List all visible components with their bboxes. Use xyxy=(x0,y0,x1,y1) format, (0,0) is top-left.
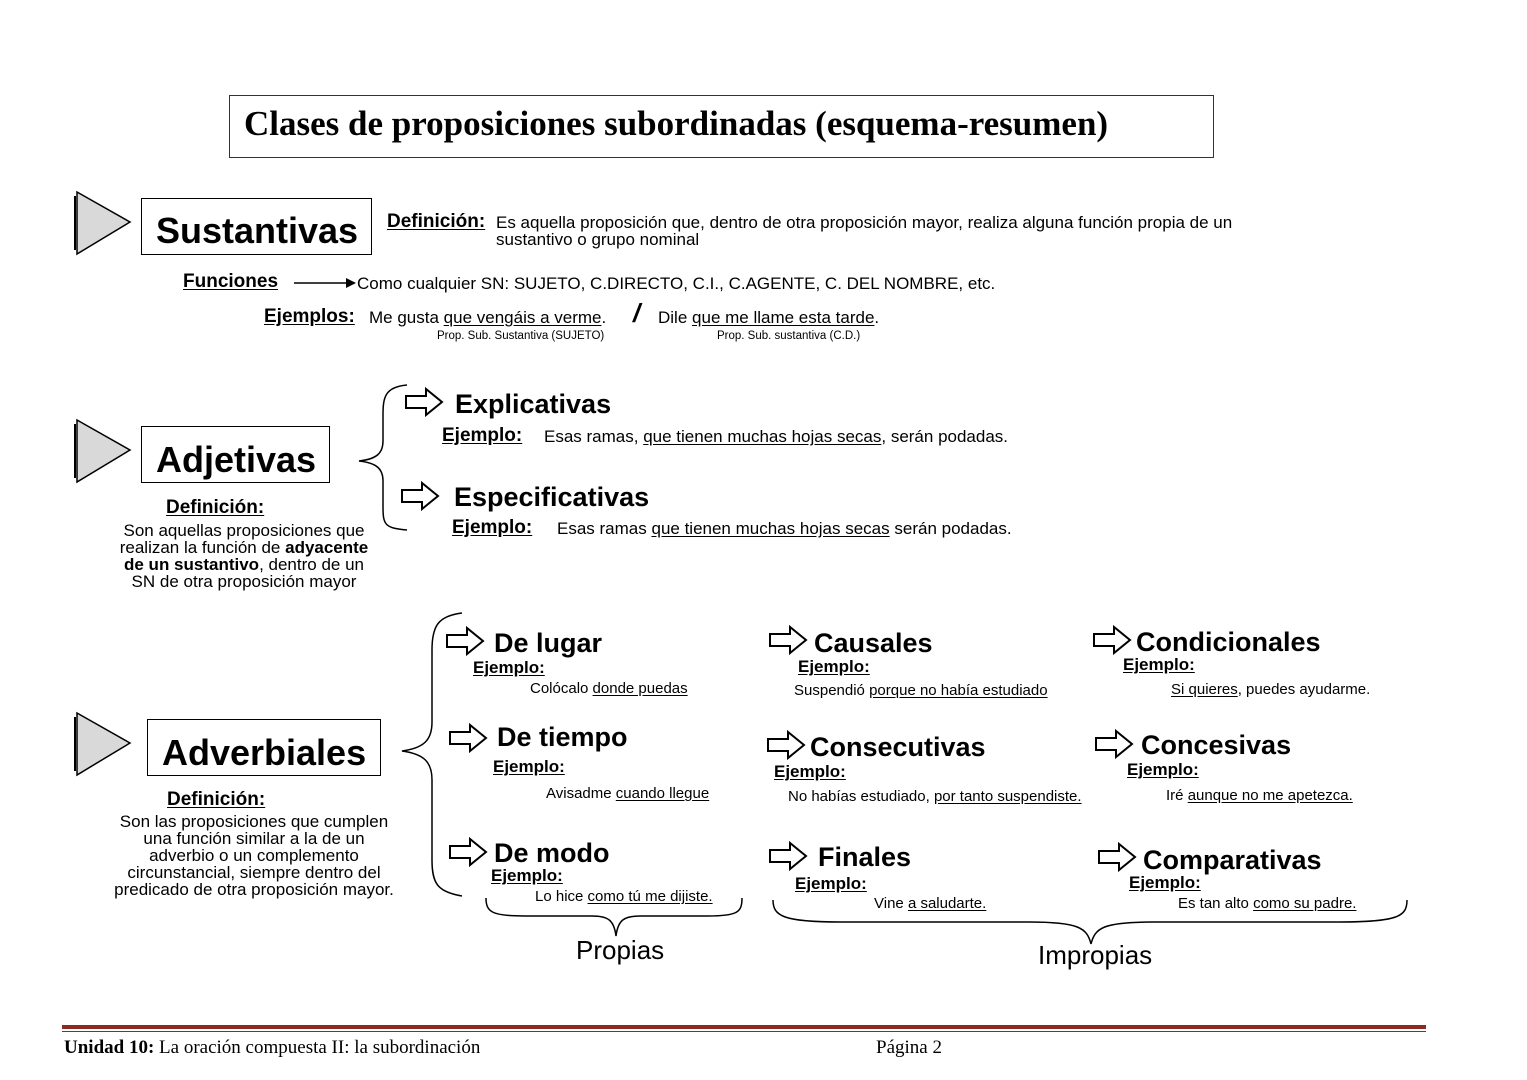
concesivas-title: Concesivas xyxy=(1141,730,1292,760)
sustantivas-example-2 xyxy=(658,308,879,328)
adverbiales-definition xyxy=(94,813,414,898)
sustantivas-example-1 xyxy=(369,308,606,328)
example-text: Suspendió xyxy=(794,682,865,699)
subordinate-clause: cuando llegue xyxy=(615,785,710,802)
consecutivas-arrow-icon xyxy=(766,729,806,761)
example-text: , serán podadas. xyxy=(881,427,1009,446)
especificativas-ejemplo-label: Ejemplo: xyxy=(452,517,533,538)
finales-arrow-icon xyxy=(768,840,808,872)
consecutivas-example xyxy=(788,788,1082,805)
funciones-label: Funciones xyxy=(183,271,279,292)
footer-unit xyxy=(64,1037,480,1059)
footer-rule-thin xyxy=(62,1031,1426,1032)
concesivas-example xyxy=(1166,787,1353,804)
definition-text: realizan la función de xyxy=(119,538,286,557)
subordinate-clause: que tienen muchas hojas secas xyxy=(651,519,890,538)
definition-bold: de un sustantivo xyxy=(124,555,260,574)
example-text: Colócalo xyxy=(530,680,589,697)
comparativas-ejemplo-label: Ejemplo: xyxy=(1129,873,1201,892)
comparativas-arrow-icon xyxy=(1097,841,1137,873)
definition-line: circunstancial, siempre dentro del xyxy=(127,863,381,882)
subordinate-clause: a saludarte. xyxy=(907,895,987,912)
example-text: serán podadas. xyxy=(894,519,1012,538)
lugar-ejemplo-label: Ejemplo: xyxy=(473,658,545,677)
definition-line: SN de otra proposición mayor xyxy=(131,572,357,591)
example-text: Esas ramas, xyxy=(544,427,639,446)
subordinate-clause: por tanto suspendiste. xyxy=(933,788,1082,805)
finales-title: Finales xyxy=(818,842,912,872)
adverbiales-heading: Adverbiales xyxy=(162,732,367,773)
definition-line xyxy=(104,556,384,573)
funciones-arrow-icon xyxy=(292,276,358,290)
sustantivas-def-line2: sustantivo o grupo nominal xyxy=(496,230,700,249)
example-text: Es tan alto xyxy=(1178,895,1249,912)
definition-text: , dentro de un xyxy=(259,555,364,574)
condicionales-title: Condicionales xyxy=(1136,627,1321,657)
funciones-text: Como cualquier SN: SUJETO, C.DIRECTO, C.I., C.AGENTE, C. DEL NOMBRE, etc. xyxy=(357,274,996,293)
subordinate-clause: Si quieres xyxy=(1171,681,1238,698)
example-text: Dile xyxy=(658,308,688,327)
consecutivas-title: Consecutivas xyxy=(810,732,986,762)
causales-title: Causales xyxy=(814,628,933,658)
condicionales-ejemplo-label: Ejemplo: xyxy=(1123,655,1195,674)
example-text: Lo hice xyxy=(535,888,584,905)
adverbiales-def-label: Definición: xyxy=(167,789,266,810)
definition-line: Son las proposiciones que cumplen xyxy=(119,812,389,831)
triangle-marker-adjetivas xyxy=(72,416,134,486)
example-text: . xyxy=(601,308,607,327)
example-text: . xyxy=(874,308,880,327)
causales-example xyxy=(794,682,1048,699)
comparativas-title: Comparativas xyxy=(1143,845,1322,875)
example-text: , puedes ayudarme. xyxy=(1237,681,1371,698)
footer-unit-label: Unidad 10: xyxy=(64,1037,155,1058)
definition-line: Son aquellas proposiciones que xyxy=(123,521,365,540)
definition-line: adverbio o un complemento xyxy=(149,846,359,865)
definition-line: una función similar a la de un xyxy=(143,829,365,848)
sustantivas-def-line1: Es aquella proposición que, dentro de otra proposición mayor, realiza alguna función propia de un xyxy=(496,213,1233,232)
subordinate-clause: como tú me dijiste. xyxy=(587,888,713,905)
especificativas-arrow-icon xyxy=(400,480,440,512)
adjetivas-heading: Adjetivas xyxy=(156,439,317,480)
consecutivas-ejemplo-label: Ejemplo: xyxy=(774,762,846,781)
lugar-title: De lugar xyxy=(494,628,603,658)
condicionales-example xyxy=(1171,681,1370,698)
definition-line xyxy=(104,539,384,556)
adjetivas-definition xyxy=(104,522,384,590)
modo-ejemplo-label: Ejemplo: xyxy=(491,866,563,885)
footer-rule xyxy=(62,1025,1426,1029)
especificativas-title: Especificativas xyxy=(454,482,650,512)
definition-bold: adyacente xyxy=(285,538,369,557)
causales-arrow-icon xyxy=(768,624,808,656)
lugar-example xyxy=(530,680,688,697)
explicativas-arrow-icon xyxy=(404,386,444,418)
sustantivas-ejemplos-label: Ejemplos: xyxy=(264,306,355,327)
sustantivas-example-1-note: Prop. Sub. Sustantiva (SUJETO) xyxy=(437,330,605,342)
triangle-marker-sustantivas xyxy=(72,188,134,258)
subordinate-clause: como su padre. xyxy=(1253,895,1357,912)
subordinate-clause: que vengáis a verme xyxy=(443,308,602,327)
subordinate-clause: que tienen muchas hojas secas xyxy=(643,427,882,446)
sustantivas-example-2-note: Prop. Sub. sustantiva (C.D.) xyxy=(717,330,861,342)
example-text: Me gusta xyxy=(369,308,439,327)
impropias-label: Impropias xyxy=(1038,940,1153,970)
footer-unit-text: La oración compuesta II: la subordinación xyxy=(154,1037,481,1058)
example-text: No habías estudiado, xyxy=(788,788,930,805)
subordinate-clause: aunque no me apetezca. xyxy=(1187,787,1353,804)
example-text: Avisadme xyxy=(546,785,612,802)
explicativas-example xyxy=(544,427,1008,447)
causales-ejemplo-label: Ejemplo: xyxy=(798,657,870,676)
definition-line: predicado de otra proposición mayor. xyxy=(114,880,394,899)
propias-label: Propias xyxy=(576,935,665,965)
subordinate-clause: porque no había estudiado xyxy=(869,682,1048,699)
concesivas-arrow-icon xyxy=(1094,728,1134,760)
finales-ejemplo-label: Ejemplo: xyxy=(795,874,867,893)
example-text: Esas ramas xyxy=(557,519,647,538)
especificativas-example xyxy=(557,519,1012,539)
adjetivas-def-label: Definición: xyxy=(166,497,265,518)
example-text: Iré xyxy=(1166,787,1184,804)
page-title: Clases de proposiciones subordinadas (esquema-resumen) xyxy=(244,104,1109,143)
triangle-marker-adverbiales xyxy=(72,709,134,779)
subordinate-clause: que me llame esta tarde xyxy=(692,308,875,327)
explicativas-ejemplo-label: Ejemplo: xyxy=(442,425,523,446)
modo-title: De modo xyxy=(494,838,610,868)
tiempo-arrow-icon xyxy=(448,722,488,754)
sustantivas-def-label: Definición: xyxy=(387,211,486,232)
example-text: Vine xyxy=(874,895,904,912)
modo-arrow-icon xyxy=(448,836,488,868)
tiempo-example xyxy=(546,785,709,802)
footer-page: Página 2 xyxy=(876,1037,942,1058)
explicativas-title: Explicativas xyxy=(455,389,612,419)
sustantivas-heading: Sustantivas xyxy=(156,210,359,251)
tiempo-ejemplo-label: Ejemplo: xyxy=(493,757,565,776)
lugar-arrow-icon xyxy=(445,625,485,657)
subordinate-clause: donde puedas xyxy=(592,680,688,697)
example-slash: / xyxy=(633,298,641,328)
concesivas-ejemplo-label: Ejemplo: xyxy=(1127,760,1199,779)
condicionales-arrow-icon xyxy=(1092,624,1132,656)
tiempo-title: De tiempo xyxy=(497,722,628,752)
